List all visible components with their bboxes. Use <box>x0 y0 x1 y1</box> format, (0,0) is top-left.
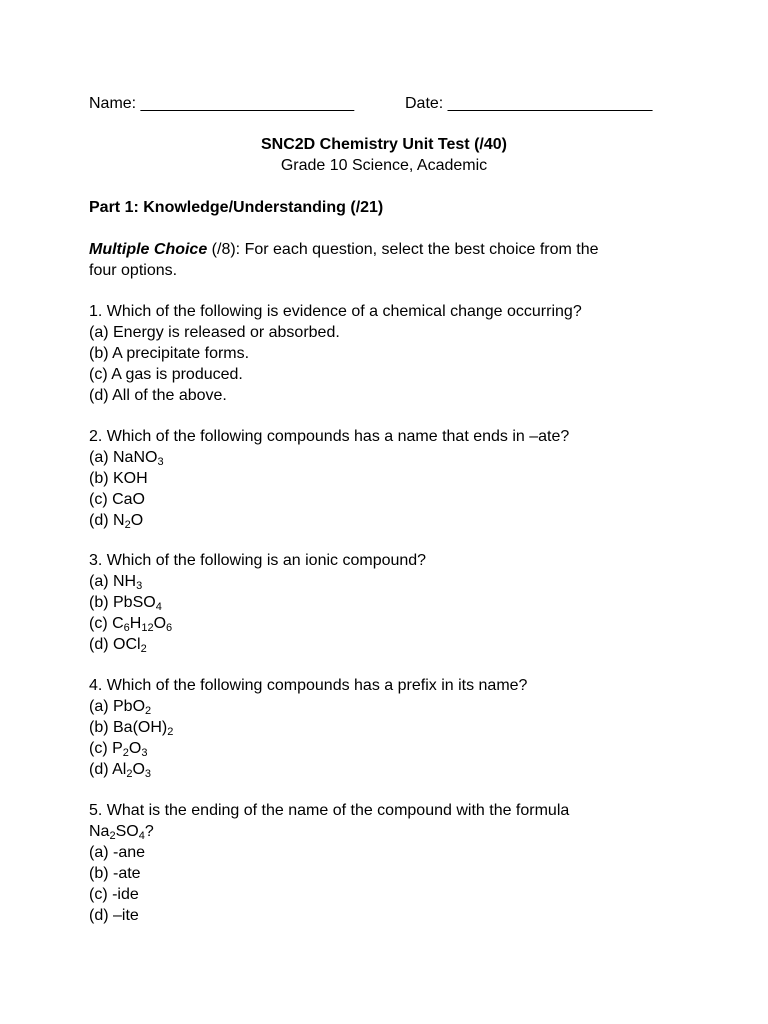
question-5-option-a: (a) -ane <box>89 844 146 861</box>
mc-instructions-line1 <box>89 240 599 260</box>
formula-text: H <box>129 615 142 632</box>
question-2-option-c <box>89 490 145 510</box>
question-3-option-d <box>89 635 147 656</box>
formula-text: (b) KOH <box>89 470 148 487</box>
subscript: 2 <box>122 747 129 759</box>
question-1-option-c: (c) A gas is produced. <box>89 366 243 383</box>
formula-text: O <box>132 761 145 778</box>
question-4-option-d <box>89 760 151 781</box>
question-5-option-c: (c) -ide <box>89 886 139 903</box>
subscript: 12 <box>141 622 154 634</box>
question-2-option-b <box>89 469 148 489</box>
question-3-option-b <box>89 593 162 614</box>
formula-text: (a) PbO <box>89 698 146 715</box>
question-2-option-a <box>89 448 164 469</box>
mc-label: Multiple Choice <box>89 241 208 258</box>
question-4-option-b <box>89 718 173 739</box>
question-3-option-c <box>89 614 172 635</box>
formula-text: (b) Ba(OH) <box>89 719 168 736</box>
formula-text: O <box>128 740 142 757</box>
question-3-stem: 3. Which of the following is an ionic compound? <box>89 552 427 569</box>
subscript: 3 <box>136 580 143 592</box>
subscript: 2 <box>124 519 131 531</box>
question-5-option-b: (b) -ate <box>89 865 141 882</box>
formula-text: (c) C <box>89 615 124 632</box>
formula-text: Na <box>89 823 110 840</box>
test-title: SNC2D Chemistry Unit Test (/40) <box>261 136 507 153</box>
question-2-stem: 2. Which of the following compounds has a name that ends in –ate? <box>89 428 570 445</box>
test-subtitle: Grade 10 Science, Academic <box>280 157 488 174</box>
subscript: 2 <box>126 768 133 780</box>
formula-text: (b) PbSO <box>89 594 156 611</box>
question-1-option-a: (a) Energy is released or absorbed. <box>89 324 340 341</box>
question-4-option-a <box>89 697 151 718</box>
name-field: Name: ________________________ <box>89 95 355 112</box>
question-4-option-c <box>89 739 147 760</box>
formula-text: (a) NaNO <box>89 449 158 466</box>
question-1-option-d: (d) All of the above. <box>89 387 227 404</box>
formula-text: (c) CaO <box>89 491 145 508</box>
formula-text: (d) N <box>89 512 125 529</box>
formula-text: (d) OCl <box>89 636 141 653</box>
formula-text: (d) Al <box>89 761 127 778</box>
subscript: 4 <box>138 830 145 842</box>
subscript: 2 <box>145 705 152 717</box>
formula-text: (c) P <box>89 740 123 757</box>
mc-instructions-text: (/8): For each question, select the best choice from the <box>207 241 599 258</box>
question-5-option-d: (d) –ite <box>89 907 139 924</box>
formula-text: O <box>153 615 167 632</box>
part1-heading: Part 1: Knowledge/Understanding (/21) <box>89 199 384 216</box>
date-field: Date: _______________________ <box>405 95 653 112</box>
subscript: 3 <box>144 768 152 780</box>
formula-text: (a) NH <box>89 573 137 590</box>
subscript: 2 <box>167 726 174 738</box>
question-5-stem-formula <box>89 822 154 843</box>
question-3-option-a <box>89 572 142 593</box>
formula-text: ? <box>144 823 154 840</box>
question-1-option-b: (b) A precipitate forms. <box>89 345 250 362</box>
question-4-stem: 4. Which of the following compounds has a prefix in its name? <box>89 677 528 694</box>
subscript: 4 <box>155 601 162 613</box>
formula-text: O <box>130 512 144 529</box>
subscript: 3 <box>157 456 164 468</box>
subscript: 6 <box>123 622 130 634</box>
question-1-stem: 1. Which of the following is evidence of a chemical change occurring? <box>89 303 582 320</box>
subscript: 2 <box>109 830 116 842</box>
subscript: 3 <box>141 747 148 759</box>
subscript: 6 <box>166 622 173 634</box>
formula-text: SO <box>115 823 139 840</box>
question-5-stem: 5. What is the ending of the name of the compound with the formula <box>89 802 570 819</box>
subscript: 2 <box>140 643 147 655</box>
question-2-option-d <box>89 511 143 532</box>
mc-instructions-line2: four options. <box>89 262 178 279</box>
